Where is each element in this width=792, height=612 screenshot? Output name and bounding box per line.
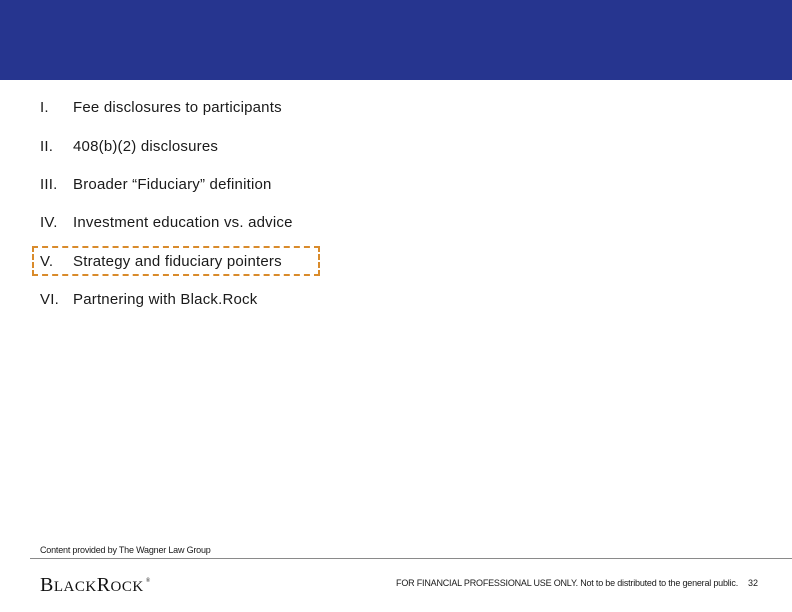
agenda-item-number: VI. [40, 290, 59, 308]
agenda-item-3 [40, 172, 272, 196]
current-section-highlight [32, 246, 320, 276]
agenda-item-label: Broader “Fiduciary” definition [73, 175, 272, 193]
agenda-item-number: II. [40, 137, 54, 155]
page-number: 32 [747, 578, 758, 588]
agenda-item-label: Fee disclosures to participants [73, 98, 282, 116]
agenda-item-label: Strategy and fiduciary pointers [73, 252, 282, 270]
agenda-item-label: 408(b)(2) disclosures [73, 137, 219, 155]
agenda-item-1 [40, 95, 282, 119]
agenda-item-6 [40, 287, 257, 311]
agenda-item-number: IV. [40, 213, 58, 231]
header-band [0, 0, 792, 80]
agenda-item-number: III. [40, 175, 58, 193]
agenda-item-number: I. [40, 98, 49, 116]
content-credit: Content provided by The Wagner Law Group [40, 545, 211, 555]
agenda-item-4 [40, 210, 293, 234]
agenda-item-number: V. [40, 252, 54, 270]
blackrock-logo: B LACK R OCK ® [40, 574, 151, 596]
agenda-item-label: Partnering with Black.Rock [73, 290, 258, 308]
agenda-item-2 [40, 134, 218, 158]
agenda-item-label: Investment education vs. advice [73, 213, 293, 231]
footer-divider [30, 558, 792, 559]
disclaimer-text: FOR FINANCIAL PROFESSIONAL USE ONLY. Not to be distributed to the general public. [396, 578, 738, 588]
